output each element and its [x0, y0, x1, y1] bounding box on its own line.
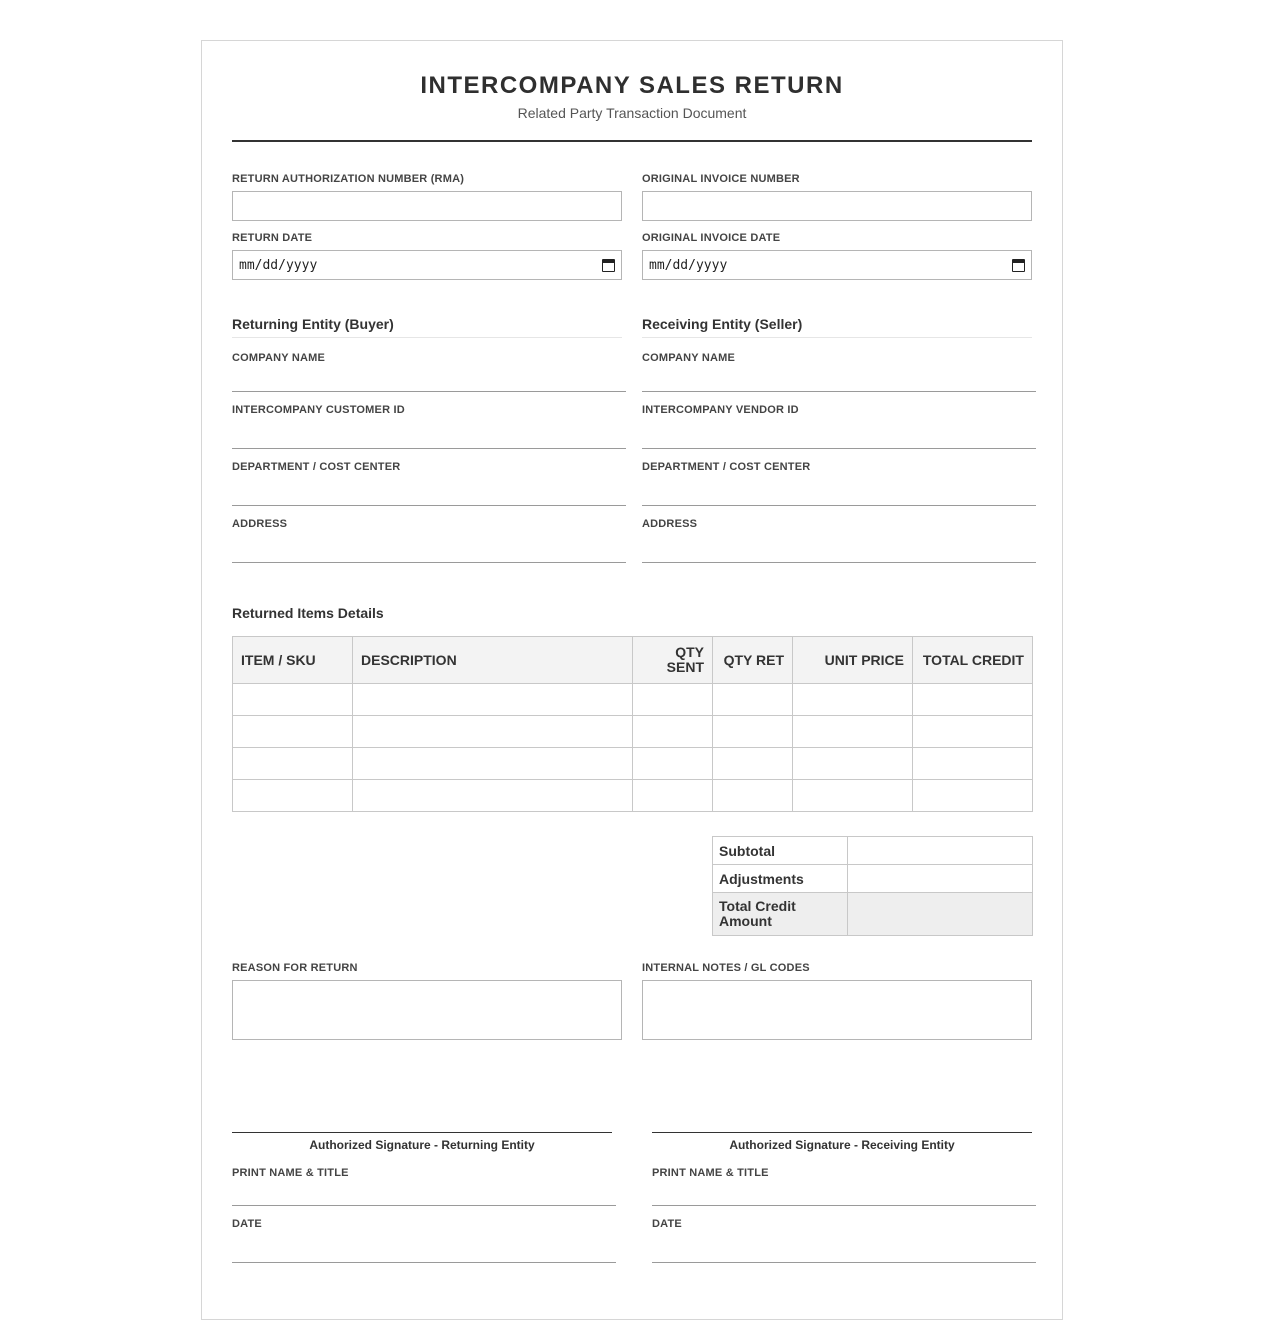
return-date-group [232, 232, 622, 280]
rma-group [232, 173, 622, 221]
table-cell[interactable] [713, 748, 793, 780]
table-cell[interactable] [233, 780, 353, 812]
seller-id-label: INTERCOMPANY VENDOR ID [642, 404, 799, 416]
table-cell[interactable] [233, 716, 353, 748]
orig-invoice-date-value: mm/dd/yyyy [649, 257, 728, 273]
buyer-section [232, 316, 626, 563]
col-description: DESCRIPTION [353, 637, 633, 684]
table-cell[interactable] [633, 748, 713, 780]
seller-id-field[interactable] [642, 448, 1036, 449]
document-title: INTERCOMPANY SALES RETURN [420, 72, 844, 99]
calendar-icon[interactable] [602, 259, 615, 272]
table-cell[interactable] [233, 748, 353, 780]
table-cell[interactable] [233, 684, 353, 716]
subtotal-row [713, 837, 1033, 865]
date-field[interactable] [652, 1262, 1036, 1263]
signature-caption-returning: Authorized Signature - Returning Entity [309, 1138, 535, 1152]
total-credit-value[interactable] [848, 893, 1033, 936]
seller-dept-field[interactable] [642, 505, 1036, 506]
seller-dept-label: DEPARTMENT / COST CENTER [642, 461, 811, 473]
document-subtitle: Related Party Transaction Document [517, 105, 747, 121]
table-cell[interactable] [913, 684, 1033, 716]
buyer-id-field[interactable] [232, 448, 626, 449]
col-unit-price: UNIT PRICE [793, 637, 913, 684]
internal-notes-group [642, 962, 1032, 1040]
table-cell[interactable] [353, 684, 633, 716]
col-qty-ret: QTY RET [713, 637, 793, 684]
rma-input[interactable] [232, 191, 622, 221]
date-label: DATE [652, 1218, 682, 1230]
items-section [232, 605, 1033, 812]
seller-address-field[interactable] [642, 562, 1036, 563]
table-cell[interactable] [713, 780, 793, 812]
items-table [232, 636, 1033, 812]
col-total-credit: TOTAL CREDIT [913, 637, 1033, 684]
table-cell[interactable] [713, 684, 793, 716]
signature-line[interactable] [652, 1132, 1032, 1133]
items-title: Returned Items Details [232, 605, 384, 621]
internal-notes-textarea[interactable] [642, 980, 1032, 1040]
signature-right [652, 1132, 1036, 1263]
buyer-address-field[interactable] [232, 562, 626, 563]
buyer-company-field[interactable] [232, 391, 626, 392]
table-row [233, 780, 1033, 812]
print-name-label: PRINT NAME & TITLE [232, 1167, 349, 1179]
internal-notes-label: INTERNAL NOTES / GL CODES [642, 962, 810, 974]
print-name-field[interactable] [652, 1205, 1036, 1206]
document-header [232, 41, 1032, 142]
reason-group [232, 962, 622, 1040]
col-item-sku: ITEM / SKU [233, 637, 353, 684]
buyer-company-label: COMPANY NAME [232, 352, 326, 364]
buyer-address-label: ADDRESS [232, 518, 288, 530]
orig-invoice-label: ORIGINAL INVOICE NUMBER [642, 173, 800, 185]
print-name-label: PRINT NAME & TITLE [652, 1167, 769, 1179]
seller-address-label: ADDRESS [642, 518, 698, 530]
table-cell[interactable] [793, 716, 913, 748]
adjustments-row [713, 865, 1033, 893]
buyer-title: Returning Entity (Buyer) [232, 316, 622, 338]
seller-company-field[interactable] [642, 391, 1036, 392]
table-row [233, 716, 1033, 748]
table-cell[interactable] [633, 684, 713, 716]
table-cell[interactable] [913, 748, 1033, 780]
adjustments-value[interactable] [848, 865, 1033, 893]
buyer-dept-label: DEPARTMENT / COST CENTER [232, 461, 401, 473]
table-cell[interactable] [793, 684, 913, 716]
return-date-value: mm/dd/yyyy [239, 257, 318, 273]
return-date-label: RETURN DATE [232, 232, 313, 244]
print-name-field[interactable] [232, 1205, 616, 1206]
table-cell[interactable] [913, 716, 1033, 748]
totals-table [712, 836, 1033, 936]
table-cell[interactable] [353, 780, 633, 812]
date-field[interactable] [232, 1262, 616, 1263]
subtotal-label: Subtotal [713, 837, 848, 865]
document-body [232, 41, 1032, 1230]
seller-company-label: COMPANY NAME [642, 352, 736, 364]
buyer-id-label: INTERCOMPANY CUSTOMER ID [232, 404, 405, 416]
table-cell[interactable] [633, 780, 713, 812]
table-cell[interactable] [713, 716, 793, 748]
table-cell[interactable] [793, 780, 913, 812]
adjustments-label: Adjustments [713, 865, 848, 893]
signature-line[interactable] [232, 1132, 612, 1133]
calendar-icon[interactable] [1012, 259, 1025, 272]
total-credit-row [713, 893, 1033, 936]
orig-invoice-input[interactable] [642, 191, 1032, 221]
seller-title: Receiving Entity (Seller) [642, 316, 1032, 338]
signature-left [232, 1132, 616, 1263]
date-label: DATE [232, 1218, 262, 1230]
return-date-input[interactable] [232, 250, 622, 280]
table-cell[interactable] [793, 748, 913, 780]
orig-invoice-date-label: ORIGINAL INVOICE DATE [642, 232, 781, 244]
total-credit-label: Total Credit Amount [713, 893, 848, 936]
table-cell[interactable] [633, 716, 713, 748]
buyer-dept-field[interactable] [232, 505, 626, 506]
table-cell[interactable] [353, 716, 633, 748]
items-header-row [233, 637, 1033, 684]
orig-invoice-group [642, 173, 1032, 221]
totals-section [712, 836, 1033, 936]
reason-label: REASON FOR RETURN [232, 962, 358, 974]
rma-label: RETURN AUTHORIZATION NUMBER (RMA) [232, 173, 465, 185]
table-cell[interactable] [353, 748, 633, 780]
orig-invoice-date-group [642, 232, 1032, 280]
seller-section [642, 316, 1036, 563]
orig-invoice-date-input[interactable] [642, 250, 1032, 280]
table-row [233, 748, 1033, 780]
table-cell[interactable] [913, 780, 1033, 812]
reason-textarea[interactable] [232, 980, 622, 1040]
col-qty-sent: QTY SENT [633, 637, 713, 684]
document-page [201, 40, 1063, 1320]
table-row [233, 684, 1033, 716]
signature-caption-receiving: Authorized Signature - Receiving Entity [729, 1138, 955, 1152]
subtotal-value[interactable] [848, 837, 1033, 865]
